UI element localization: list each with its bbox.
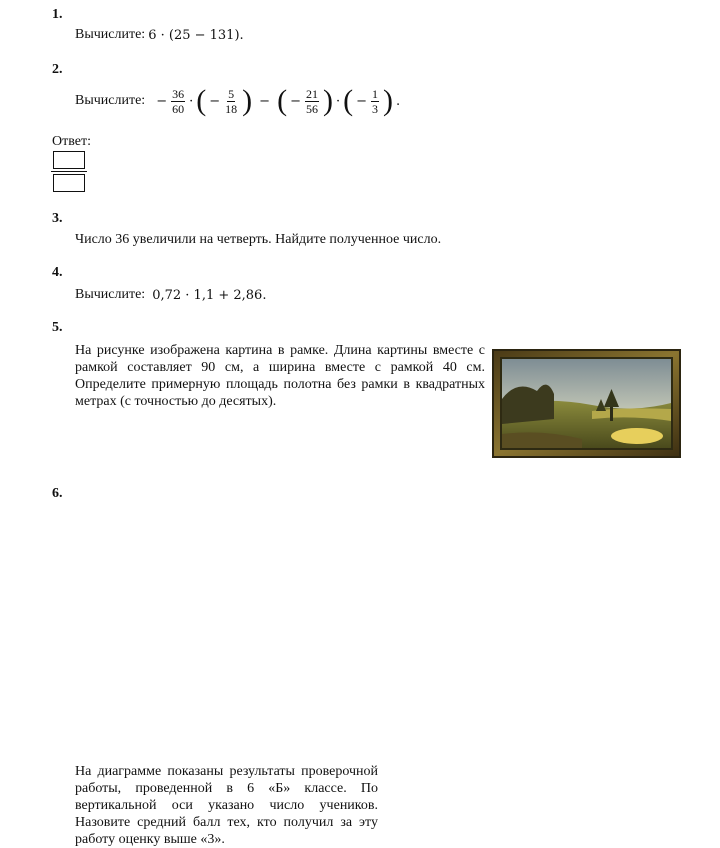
minus-sign: − (356, 93, 368, 109)
task-2-label: Вычислите: (75, 93, 146, 108)
right-paren: ) (383, 84, 394, 117)
task-1-label: Вычислите: (75, 27, 146, 42)
task-5-number: 5. (52, 320, 63, 335)
left-paren: ( (277, 84, 288, 117)
task-4-expression: 0,72 · 1,1 + 2,86. (152, 287, 267, 303)
minus-sign: − (156, 93, 168, 109)
task-2-number: 2. (52, 62, 63, 77)
left-paren: ( (343, 84, 354, 117)
fraction-denominator: 56 (305, 101, 318, 116)
left-paren: ( (196, 84, 207, 117)
answer-denominator-input[interactable] (53, 174, 85, 192)
task-1-number: 1. (52, 7, 63, 22)
fraction-numerator: 21 (305, 86, 318, 101)
fraction-denominator: 18 (225, 101, 238, 116)
minus-sign: − (209, 93, 221, 109)
fraction-numerator: 36 (172, 86, 185, 101)
task-4-statement (75, 287, 266, 303)
fraction-denominator: 60 (172, 101, 185, 116)
minus-sign: − (259, 93, 271, 109)
fraction-numerator: 5 (228, 86, 235, 101)
fraction-1-3 (371, 87, 379, 116)
task-5-text: На рисунке изображена картина в рамке. Длина картины вместе с рамкой составляет 90 см, а ширина вместе с рамкой 40 см. Определите примерную площадь полотна без рамки в квадратных метрах (с точностью до десятых). (75, 343, 485, 409)
task-6-text: На диаграмме показаны результаты проверочной работы, проведенной в 6 «Б» классе. По вертикальной оси указано число учеников. Назовите средний балл тех, кто получил за эту работу оценку выше «3». (75, 764, 378, 847)
task-1-statement (75, 27, 244, 43)
task-2-statement (75, 84, 400, 118)
task-3-text: Число 36 увеличили на четверть. Найдите полученное число. (75, 232, 442, 247)
right-paren: ) (242, 84, 253, 117)
fraction-numerator: 1 (372, 86, 379, 101)
dot-sign: · (189, 93, 194, 109)
painting-svg (492, 349, 681, 458)
fraction-36-60 (171, 87, 185, 116)
framed-painting-image (492, 349, 681, 458)
fraction-5-18 (224, 87, 238, 116)
minus-sign: − (290, 93, 301, 109)
right-paren: ) (322, 84, 333, 117)
task-1-expression: 6 · (25 − 131). (148, 27, 244, 43)
task-4-label: Вычислите: (75, 287, 146, 302)
task-4-number: 4. (52, 265, 63, 280)
task-6-number: 6. (52, 486, 63, 501)
task-3-number: 3. (52, 211, 63, 226)
answer-label: Ответ: (52, 134, 91, 149)
answer-fraction-bar (51, 171, 87, 172)
period: . (396, 93, 401, 109)
answer-numerator-input[interactable] (53, 151, 85, 169)
dot-sign: · (335, 93, 341, 109)
fraction-denominator: 3 (372, 101, 379, 116)
fraction-21-56 (305, 87, 319, 116)
